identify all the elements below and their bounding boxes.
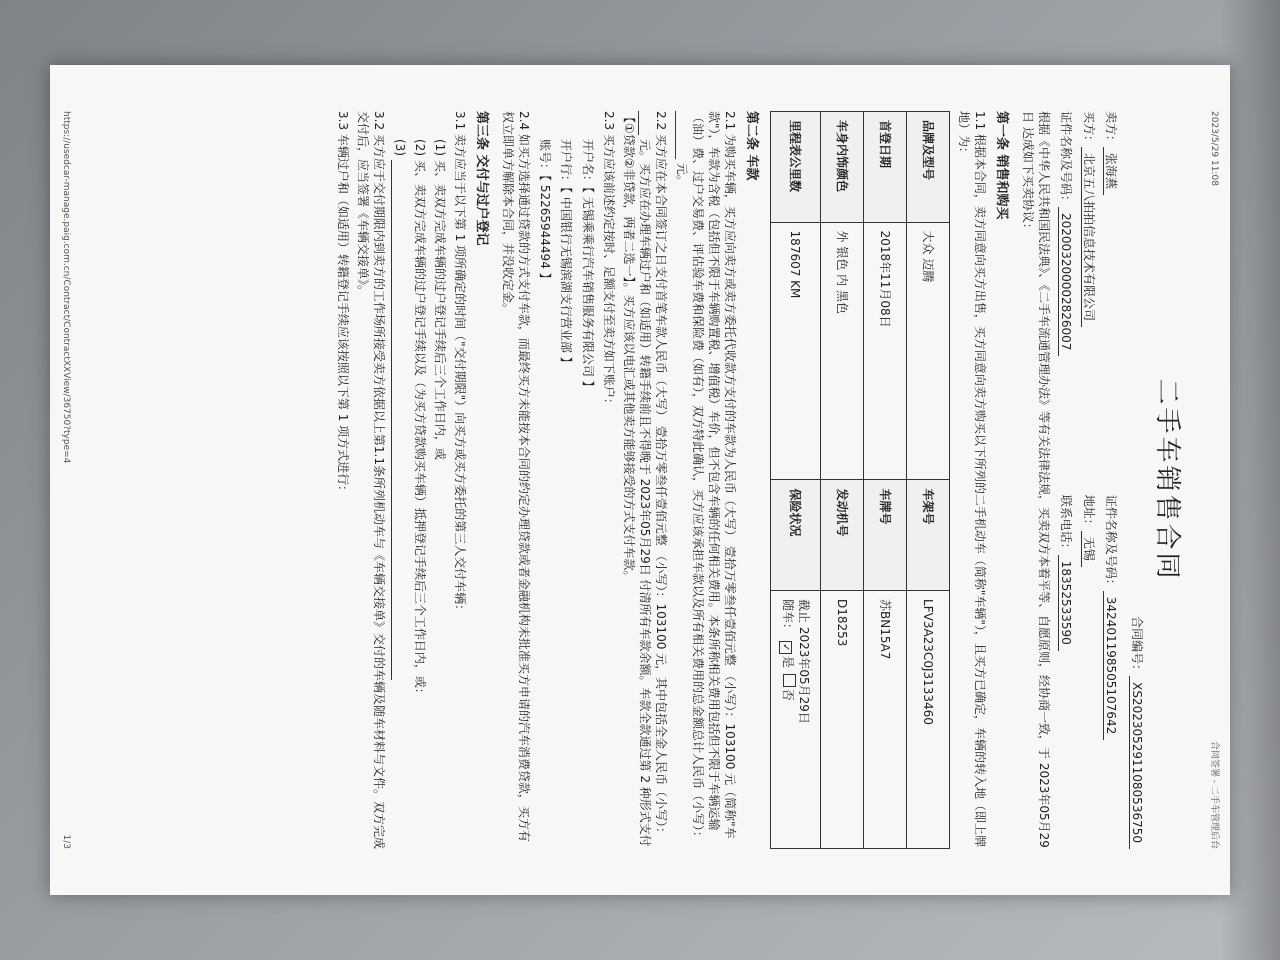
buyer-name: 北京五八拍拍信息技术有限公司 <box>1081 147 1096 327</box>
print-footer <box>60 111 72 849</box>
buyer-phone: 18352533590 <box>1058 555 1073 651</box>
print-datetime: 2023/5/29 11:08 <box>1209 111 1219 186</box>
article-1-heading: 第一条 销售和购买 <box>993 111 1009 220</box>
article-2-3: 2.3 买方应该前述约定按时、足额支付至卖方如下账户： <box>601 111 616 410</box>
seller-row: 卖方：张海燕 证件名称及号码：342401198505107642 <box>1103 111 1119 849</box>
table-row: 首登日期 2018年11月08日 车牌号 苏BN15A7 <box>863 112 906 849</box>
contract-paper <box>50 65 1230 895</box>
article-3-1-option-1: (1) 买、卖双方完成车辆的过户登记手续后三个工作日内，或 <box>432 139 447 460</box>
article-3-2: 3.2 买方应于交付期限内到卖方的工作场所接受卖方依据以上第1.1条所列机动车与《车辆交接单》交付的车辆及随车材料与文件。双方完成交付后，应当签署《车辆交接单》。 <box>356 111 387 849</box>
vehicle-table <box>770 111 950 849</box>
buyer-row: 买方：北京五八拍拍信息技术有限公司 地址：无锡 <box>1080 111 1096 849</box>
article-2-4: 2.4 如买方选择通过贷款的方式支付车款，而最终买方未能按本合同的约定办理贷款或者金融机构未批准买方申请的汽车消费贷款，买方有权立即单方解除本合同，并没收定金。 <box>500 111 532 842</box>
print-header <box>1208 111 1220 849</box>
page-number: 1/3 <box>61 834 72 849</box>
article-3-heading: 第三条 交付与过户登记 <box>473 111 489 246</box>
blank-line <box>391 160 404 680</box>
account-name-row: 开户名：【 无锡乘乘行汽车销售服务有限公司 】 <box>580 139 595 393</box>
article-3-1: 3.1 卖方应当于以下第 1 项所确定的时间（"交付期限"）向买方或买方委托的第三人交付车辆： <box>453 111 468 617</box>
no-checkbox <box>783 674 796 687</box>
print-platform: 合同签署 - 二手车管理后台 <box>1209 741 1219 849</box>
seller-name: 张海燕 <box>1103 147 1118 195</box>
contract-page <box>50 65 1230 895</box>
contract-basis: 根据《中华人民共和国民法典》、《二手车流通管理办法》等有关法律法规，买卖双方本着平等、自愿原则，经协商一致，于 2023年05月29日 达成如下买卖协议： <box>1020 111 1052 848</box>
table-row: 车身内饰颜色 外 银色 内 黑色 发动机号 D18253 <box>820 112 863 849</box>
article-1-1: 1.1 根据本合同，卖方同意向买方出售，买方同意向卖方购买以下所列的二手机动车（简称"车辆"），且买方已确定，车辆的转入地（即上牌地）为： <box>957 111 988 847</box>
article-2-heading: 第二条 车款 <box>743 111 759 181</box>
buyer-id-row: 证件名称及号码：20200320000282600​7 联系电话：18352533590 <box>1058 111 1074 849</box>
buyer-address: 无锡 <box>1081 531 1096 567</box>
account-number: 52265944494 <box>538 184 553 269</box>
contract-number: 合同编号：XS202305291108053675​0 <box>1129 111 1145 849</box>
article-3-1-option-2: (2) 买、卖双方完成车辆的过户登记手续以及（为买方贷款购买车辆）抵押登记手续后三个工作日内，或： <box>412 139 427 700</box>
bank-name: 中国银行无锡滨湖支行营业部 <box>559 196 574 353</box>
print-url: https://usedcar-manage.paig.com.cn/Contract/ContractXXView/36750?type=4 <box>61 111 72 464</box>
account-number-row: 账号：【 52265944494 】 <box>538 139 553 285</box>
article-3-3: 3.3 车辆过户和（如适用）转籍登记手续应该按照以下第 1 项方式进行： <box>336 111 351 498</box>
table-row: 品牌及型号 大众 迈腾 车架号 LFV3A23C0J3133460 <box>906 112 949 849</box>
article-2-2: 2.2 买方应在本合同签订之日支付首笔车款人民币（大写） 壹拾万零叁仟壹佰元整 （小写）：103100 元，其中包括全金人民币（小写）： ____ 元。买方应在办理车辆过户和（如适用）转籍手续前且不得晚于 2023年05月29日 付清所有车款余额。车款全款通过第 2 种形式支付【①贷款②非贷款，两者二选一】。买方应该以电汇或其他卖方能够接受的方式支付车款。 <box>622 111 669 847</box>
table-row: 里程表公里数 187607 KM 保险状况 截止 2023年05月29日 随车： ✓是 否 <box>770 112 820 849</box>
article-2-1: 2.1 为购买车辆，买方应向卖方或卖方委托代收款方支付的车款为人民币（大写） 壹拾万零叁仟壹佰元整 （小写）：103100 元（简称"车款"），车款为含税（包括但不限于车辆购置税、增值税）车价，但不包含车辆的任何相关费用。本条所称相关费用包括但不限于车辆运输（油）费、过户交易费、评估验车费和保险费（如有），双方特此确认，买方应该承担车款以及所有相关费用的总金额总计人民币（小写）：________ 元。 <box>674 111 738 844</box>
document-title: 二手车销售合同 <box>1152 378 1182 582</box>
seller-id: 342401198505107642 <box>1103 591 1118 740</box>
yes-checkbox: ✓ <box>779 641 792 654</box>
bank-row: 开户行：【 中国银行无锡滨湖支行营业部 】 <box>559 139 574 369</box>
buyer-id: 20200320000282600​7 <box>1058 207 1073 356</box>
attached-docs: 随车： ✓是 否 <box>779 599 795 701</box>
account-name: 无锡乘乘行汽车销售服务有限公司 <box>580 196 595 377</box>
article-3-1-option-3: (3) <box>391 111 407 849</box>
